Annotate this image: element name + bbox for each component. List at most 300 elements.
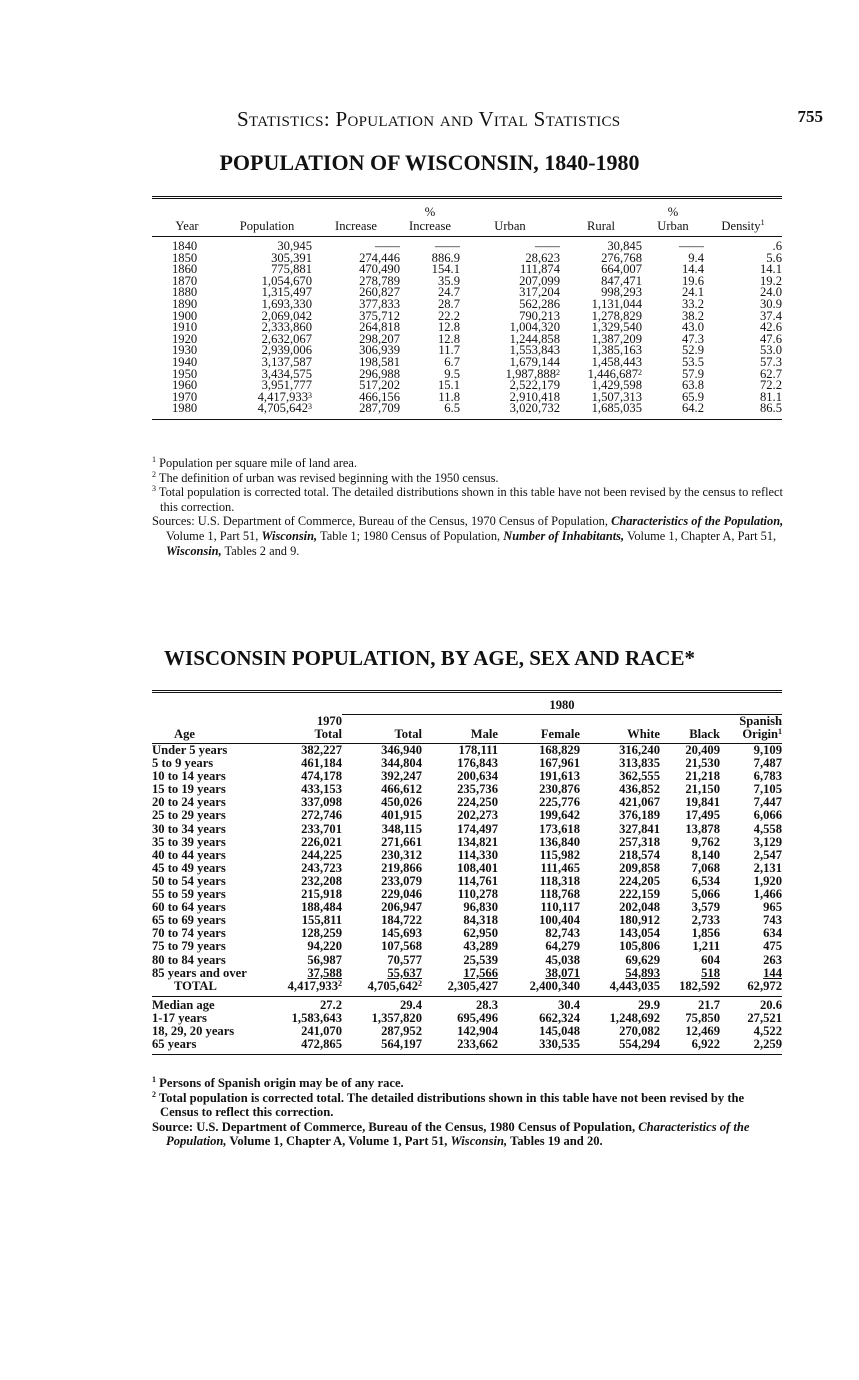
table-cell: 466,156 xyxy=(359,389,400,404)
table-cell: 1,387,209 xyxy=(591,331,642,346)
table-cell: 1,244,858 xyxy=(509,331,560,346)
table-cell: 37,588 xyxy=(307,965,342,980)
table-cell: 775,881 xyxy=(271,262,312,277)
table-cell: 128,259 xyxy=(301,926,342,941)
table-cell: 2,522,179 xyxy=(509,378,560,393)
table-cell: 4,705,642$^2$ xyxy=(342,980,422,997)
population-table xyxy=(152,196,782,420)
table-cell: 7,447 xyxy=(753,795,782,810)
table-cell: 2,547 xyxy=(753,847,782,862)
table-cell: 202,273 xyxy=(457,808,498,823)
table-cell: 241,070 xyxy=(301,1023,342,1038)
table-cell: 12.8 xyxy=(437,331,460,346)
table-cell: 317,204 xyxy=(519,285,560,300)
table-cell: 472,865 xyxy=(270,1038,342,1055)
table-cell: 1,446,687$^2$ xyxy=(587,366,642,381)
table-cell: 21,218 xyxy=(685,769,720,784)
table-cell: 562,286 xyxy=(519,296,560,311)
table-cell: 1,466 xyxy=(753,887,782,902)
table-cell: 60 to 64 years xyxy=(152,900,226,915)
table-cell: 1890 xyxy=(172,296,198,311)
table-cell: 50 to 54 years xyxy=(152,873,226,888)
table-cell: 274,446 xyxy=(359,250,400,265)
table-cell: 6,066 xyxy=(753,808,782,823)
header-spanish-origin: Origin$^1$ xyxy=(720,728,782,744)
table-cell: 10 to 14 years xyxy=(152,769,226,784)
population-table-notes xyxy=(152,456,784,558)
header-total: Total xyxy=(342,728,422,744)
table-cell: 2,259 xyxy=(720,1038,782,1055)
table-cell: 57.9 xyxy=(681,366,704,381)
table-cell: 2,733 xyxy=(691,913,720,928)
table-cell: 174,497 xyxy=(457,821,498,836)
table-cell: 85 years and over xyxy=(152,965,247,980)
table-cell: 436,852 xyxy=(619,782,660,797)
table-cell: 305,391 xyxy=(271,250,312,265)
table-cell: 206,947 xyxy=(381,900,422,915)
table-cell: 233,079 xyxy=(381,873,422,888)
table-cell: 2,400,340 xyxy=(498,980,580,997)
header-age: Age xyxy=(152,728,270,744)
table-cell: 27.2 xyxy=(319,997,342,1012)
table-cell: 180,912 xyxy=(619,913,660,928)
table-cell: 2,333,860 xyxy=(261,320,312,335)
table-cell: 100,404 xyxy=(539,913,580,928)
source-note: Source: U.S. Department of Commerce, Bureau of the Census, 1980 Census of Population, Characteristics of the Population, Volume 1, Chapter A, Volume 1, Part 51, Wisconsin, Tables 19 and 20. xyxy=(152,1119,750,1149)
table-cell: 65 to 69 years xyxy=(152,913,226,928)
table-cell: 344,804 xyxy=(381,756,422,771)
table-cell: 235,736 xyxy=(457,782,498,797)
table-cell: 375,712 xyxy=(359,308,400,323)
table-cell: 382,227 xyxy=(301,743,342,757)
table-cell: Under 5 years xyxy=(152,743,228,757)
table-cell: 6.7 xyxy=(444,354,460,369)
table-cell: 965 xyxy=(763,900,782,915)
table-cell: 209,858 xyxy=(619,860,660,875)
table-cell: 4,522 xyxy=(753,1023,782,1038)
table-cell: 1,429,598 xyxy=(591,378,642,393)
table-cell: 38.2 xyxy=(681,308,704,323)
table-cell: 401,915 xyxy=(381,808,422,823)
table-cell: 110,278 xyxy=(457,887,498,902)
table-cell: 1970 xyxy=(172,389,198,404)
table-cell: 15.1 xyxy=(437,378,460,393)
table-cell: 154.1 xyxy=(431,262,460,277)
table-cell: 1,385,163 xyxy=(591,343,642,358)
table-cell: 22.2 xyxy=(437,308,460,323)
table-cell: 40 to 44 years xyxy=(152,847,226,862)
table-cell: —— xyxy=(434,239,460,253)
table-cell: 47.6 xyxy=(759,331,782,346)
table-cell: 5 to 9 years xyxy=(152,756,214,771)
table-cell: 136,840 xyxy=(539,834,580,849)
table-cell: 82,743 xyxy=(545,926,580,941)
table-cell: 96,830 xyxy=(463,900,498,915)
table-cell: 53.5 xyxy=(681,354,704,369)
table-cell: 287,709 xyxy=(312,403,400,419)
table-cell: 118,318 xyxy=(539,873,580,888)
table-cell: 1870 xyxy=(172,273,198,288)
table-cell: 182,592 xyxy=(660,980,720,997)
table-cell: 392,247 xyxy=(381,769,422,784)
table-cell: 278,789 xyxy=(359,273,400,288)
table-cell: 202,048 xyxy=(619,900,660,915)
table-cell: 43,289 xyxy=(463,939,498,954)
table-cell: 474,178 xyxy=(301,769,342,784)
table-cell: 226,021 xyxy=(301,834,342,849)
table-cell: 1860 xyxy=(172,262,198,277)
table-cell: 184,722 xyxy=(381,913,422,928)
table-cell: 24.1 xyxy=(681,285,704,300)
table-cell: 1,315,497 xyxy=(261,285,312,300)
table-cell: 28,623 xyxy=(525,250,560,265)
header-rural: Rural xyxy=(560,219,642,237)
table-cell: 327,841 xyxy=(619,821,660,836)
table-cell: 75 to 79 years xyxy=(152,939,226,954)
table-cell: 1,248,692 xyxy=(609,1010,660,1025)
table-cell: 69,629 xyxy=(625,952,660,967)
age-sex-race-table xyxy=(152,690,782,1055)
table-cell: 233,701 xyxy=(301,821,342,836)
table-cell: 145,048 xyxy=(539,1023,580,1038)
source-note: Sources: U.S. Department of Commerce, Bureau of the Census, 1970 Census of Population, Characteristics of the Population, Volume 1, Part 51, Wisconsin, Table 1; 1980 Census of Population, Number of Inhabitants, Volume 1, Chapter A, Part 51, Wisconsin, Tables 2 and 9. xyxy=(152,514,784,558)
table-cell: 144 xyxy=(763,965,782,980)
table-cell: 433,153 xyxy=(301,782,342,797)
table-cell: 1,679,144 xyxy=(509,354,560,369)
table-cell: 143,054 xyxy=(619,926,660,941)
table-cell: 6,922 xyxy=(660,1038,720,1055)
table-cell: 167,961 xyxy=(539,756,580,771)
footnote: $^1$ Population per square mile of land area. xyxy=(152,455,357,470)
table-cell: 3,137,587 xyxy=(261,354,312,369)
table-cell: 13,878 xyxy=(685,821,720,836)
table-cell: 225,776 xyxy=(539,795,580,810)
table-cell: 1,004,320 xyxy=(509,320,560,335)
table-cell: 11.8 xyxy=(438,389,460,404)
table-cell: 554,294 xyxy=(580,1038,660,1055)
table-cell: 2,131 xyxy=(753,860,782,875)
table-cell: 29.9 xyxy=(637,997,660,1012)
table-cell: Median age xyxy=(152,997,215,1012)
table-cell: .6 xyxy=(772,239,782,253)
table-cell: 176,843 xyxy=(457,756,498,771)
table-cell: 1940 xyxy=(172,354,198,369)
table-cell: 9,762 xyxy=(691,834,720,849)
table-cell: 743 xyxy=(763,913,782,928)
table-cell: 1,553,843 xyxy=(509,343,560,358)
footnote: $^2$ Total population is corrected total. The detailed distributions shown in this table have not been revised by the Census to reflect this correction. xyxy=(152,1089,745,1120)
table-cell: 664,007 xyxy=(601,262,642,277)
table-cell: 134,821 xyxy=(457,834,498,849)
table-cell: 20,409 xyxy=(685,743,720,757)
table-cell: 21,530 xyxy=(685,756,720,771)
table-cell: 1960 xyxy=(172,378,198,393)
table-cell: 70 to 74 years xyxy=(152,926,226,941)
table-cell: 198,581 xyxy=(359,354,400,369)
table-cell: 298,207 xyxy=(359,331,400,346)
table-cell: 20.6 xyxy=(759,997,782,1012)
table-cell: 1,278,829 xyxy=(591,308,642,323)
table-cell: 5,066 xyxy=(691,887,720,902)
table-cell: 2,939,006 xyxy=(261,343,312,358)
header-density: Density$^1$ xyxy=(704,219,782,237)
table-cell: 114,761 xyxy=(457,873,498,888)
table-cell: 271,661 xyxy=(381,834,422,849)
table-cell: 86.5 xyxy=(704,403,782,419)
table-cell: 199,642 xyxy=(539,808,580,823)
table-cell: 54,893 xyxy=(625,965,660,980)
table-cell: 30,845 xyxy=(607,239,642,253)
table-cell: 14.4 xyxy=(681,262,704,277)
table-cell: 55,637 xyxy=(387,965,422,980)
table-cell: 12.8 xyxy=(437,320,460,335)
table-cell: 29.4 xyxy=(399,997,422,1012)
page-number: 755 xyxy=(797,107,823,126)
header-population: Population xyxy=(222,219,312,237)
header-male: Male xyxy=(422,728,498,744)
table-cell: 1900 xyxy=(172,308,198,323)
table-cell: 25 to 29 years xyxy=(152,808,226,823)
table-cell: 7,105 xyxy=(753,782,782,797)
table-cell: 14.1 xyxy=(759,262,782,277)
summary-row xyxy=(152,996,782,1012)
running-head xyxy=(0,105,859,133)
table-cell: 19,841 xyxy=(685,795,720,810)
table-row xyxy=(152,744,782,758)
table-cell: 466,612 xyxy=(381,782,422,797)
table-cell: 3,129 xyxy=(753,834,782,849)
table-cell: 346,940 xyxy=(381,743,422,757)
table-cell: 219,866 xyxy=(381,860,422,875)
table-cell: 218,574 xyxy=(619,847,660,862)
table-cell: 276,768 xyxy=(601,250,642,265)
table-cell: 9,109 xyxy=(753,743,782,757)
table-cell: 377,833 xyxy=(359,296,400,311)
table-cell: 64,279 xyxy=(545,939,580,954)
table-cell: 1,211 xyxy=(692,939,720,954)
table-cell: 28.3 xyxy=(475,997,498,1012)
table-cell: 1980 xyxy=(152,403,222,419)
table-cell: —— xyxy=(678,239,704,253)
table-cell: 1,357,820 xyxy=(371,1010,422,1025)
table-cell: 263 xyxy=(763,952,782,967)
table-cell: 200,634 xyxy=(457,769,498,784)
table-cell: 111,465 xyxy=(540,860,580,875)
table-cell: 1,693,330 xyxy=(261,296,312,311)
table-cell: 4,558 xyxy=(753,821,782,836)
table-cell: 118,768 xyxy=(539,887,580,902)
table-cell: 270,082 xyxy=(619,1023,660,1038)
table-cell: 20 to 24 years xyxy=(152,795,226,810)
table-cell: 53.0 xyxy=(759,343,782,358)
table-cell: 42.6 xyxy=(759,320,782,335)
table-cell: 52.9 xyxy=(681,343,704,358)
table-cell: 362,555 xyxy=(619,769,660,784)
table-cell: 450,026 xyxy=(381,795,422,810)
table-cell: 1950 xyxy=(172,366,198,381)
table-cell: 224,205 xyxy=(619,873,660,888)
table-cell: 232,208 xyxy=(301,873,342,888)
table-cell: 470,490 xyxy=(359,262,400,277)
table-cell: 21,150 xyxy=(685,782,720,797)
table-cell: 306,939 xyxy=(359,343,400,358)
table-cell: 19.6 xyxy=(681,273,704,288)
header-urban: Urban xyxy=(460,219,560,237)
table-cell: 2,910,418 xyxy=(509,389,560,404)
table-cell: 72.2 xyxy=(759,378,782,393)
table-cell: 145,693 xyxy=(381,926,422,941)
header-pct-urban: Urban xyxy=(642,219,704,237)
table-cell: 337,098 xyxy=(301,795,342,810)
table-cell: 1840 xyxy=(172,239,198,253)
table-cell: 37.4 xyxy=(759,308,782,323)
table-cell: 30.4 xyxy=(557,997,580,1012)
table-cell: 6,783 xyxy=(753,769,782,784)
table-cell: 518 xyxy=(701,965,720,980)
table-cell: 1,054,670 xyxy=(261,273,312,288)
table-cell: 207,099 xyxy=(519,273,560,288)
table-cell: 6,534 xyxy=(691,873,720,888)
table-cell: 1-17 years xyxy=(152,1010,207,1025)
table-cell: 155,811 xyxy=(301,913,342,928)
table-cell: 8,140 xyxy=(691,847,720,862)
table-cell: 244,225 xyxy=(301,847,342,862)
table-cell: 45,038 xyxy=(545,952,580,967)
table-cell: 62,972 xyxy=(720,980,782,997)
table-cell: 224,250 xyxy=(457,795,498,810)
table-cell: 111,874 xyxy=(520,262,560,277)
footnote: $^2$ The definition of urban was revised beginning with the 1950 census. xyxy=(152,469,499,485)
table-cell: 115,982 xyxy=(539,847,580,862)
table-cell: 35.9 xyxy=(437,273,460,288)
table-cell: 4,443,035 xyxy=(580,980,660,997)
table-cell: 1880 xyxy=(172,285,198,300)
table-cell: 178,111 xyxy=(458,743,498,757)
table-cell: 2,305,427 xyxy=(422,980,498,997)
table-cell: 215,918 xyxy=(301,887,342,902)
footnote: $^1$ Persons of Spanish origin may be of any race. xyxy=(152,1075,404,1090)
table-cell: 634 xyxy=(763,926,782,941)
table-cell: 84,318 xyxy=(463,913,498,928)
table-cell: —— xyxy=(374,239,400,253)
table-cell: 17,566 xyxy=(463,965,498,980)
total-row xyxy=(152,980,782,997)
table-cell: 65.9 xyxy=(681,389,704,404)
table-cell: 45 to 49 years xyxy=(152,860,226,875)
table-cell: 30 to 34 years xyxy=(152,821,226,836)
table-cell: 243,723 xyxy=(301,860,342,875)
table-cell: 296,988 xyxy=(359,366,400,381)
table-cell: 24.7 xyxy=(437,285,460,300)
table-cell: 330,535 xyxy=(498,1038,580,1055)
table-cell: 9.4 xyxy=(688,250,704,265)
table-cell: 107,568 xyxy=(381,939,422,954)
table-cell: 222,159 xyxy=(619,887,660,902)
table-cell: 105,806 xyxy=(619,939,660,954)
table-cell: 62,950 xyxy=(463,926,498,941)
population-table-title: POPULATION OF WISCONSIN, 1840-1980 xyxy=(219,150,640,175)
table-cell: 114,330 xyxy=(457,847,498,862)
table-cell: 4,417,933$^3$ xyxy=(257,389,312,404)
table-cell: 9.5 xyxy=(444,366,460,381)
table-cell: 15 to 19 years xyxy=(152,782,226,797)
table-cell: 191,613 xyxy=(539,769,580,784)
table-cell: 886.9 xyxy=(431,250,460,265)
table-cell: 142,904 xyxy=(457,1023,498,1038)
table-cell: 11.7 xyxy=(438,343,460,358)
table-cell: 1,685,035 xyxy=(560,403,642,419)
table-cell: 7,068 xyxy=(691,860,720,875)
table-cell: 287,952 xyxy=(381,1023,422,1038)
table-cell: 517,202 xyxy=(359,378,400,393)
table-cell: 2,632,067 xyxy=(261,331,312,346)
table-cell: 19.2 xyxy=(759,273,782,288)
table-cell: 4,705,642$^3$ xyxy=(222,403,312,419)
table-cell: TOTAL xyxy=(152,980,270,997)
header-1970-total: Total xyxy=(270,728,342,744)
table-cell: 2,069,042 xyxy=(261,308,312,323)
table-cell: 6.5 xyxy=(400,403,460,419)
table-cell: 662,324 xyxy=(539,1010,580,1025)
table-cell: 188,484 xyxy=(301,900,342,915)
header-female: Female xyxy=(498,728,580,744)
summary-row xyxy=(152,1038,782,1055)
header-pct-increase-top: % xyxy=(424,205,436,219)
table-cell: 1,329,540 xyxy=(591,320,642,335)
table-cell: 461,184 xyxy=(301,756,342,771)
table-cell: 1,458,443 xyxy=(591,354,642,369)
table-cell: 57.3 xyxy=(759,354,782,369)
table-cell: 18, 29, 20 years xyxy=(152,1023,235,1038)
table-cell: 695,496 xyxy=(457,1010,498,1025)
table-cell: 257,318 xyxy=(619,834,660,849)
table-cell: 5.6 xyxy=(766,250,782,265)
table-cell: 260,827 xyxy=(359,285,400,300)
table-row xyxy=(152,403,782,419)
table-cell: 229,046 xyxy=(381,887,422,902)
table-cell: 30,945 xyxy=(277,239,312,253)
table-cell: 27,521 xyxy=(747,1010,782,1025)
table-cell: 173,618 xyxy=(539,821,580,836)
table-cell: 1,583,643 xyxy=(291,1010,342,1025)
table-cell: 1,920 xyxy=(753,873,782,888)
table-cell: 7,487 xyxy=(753,756,782,771)
header-year-1980: 1980 xyxy=(342,699,782,715)
table-cell: 998,293 xyxy=(601,285,642,300)
table-cell: 47.3 xyxy=(681,331,704,346)
table-cell: 80 to 84 years xyxy=(152,952,226,967)
table-cell: 1850 xyxy=(172,250,198,265)
table-cell: 1,987,888$^2$ xyxy=(505,366,560,381)
table-cell: 564,197 xyxy=(342,1038,422,1055)
table-cell: 168,829 xyxy=(539,743,580,757)
table-cell: 65 years xyxy=(152,1038,270,1055)
table-cell: —— xyxy=(534,239,560,253)
table-cell: 1,856 xyxy=(691,926,720,941)
table-cell: 604 xyxy=(701,952,720,967)
table-cell: 230,876 xyxy=(539,782,580,797)
table-cell: 421,067 xyxy=(619,795,660,810)
table-cell: 64.2 xyxy=(642,403,704,419)
age-table-title: WISCONSIN POPULATION, BY AGE, SEX AND RACE* xyxy=(164,646,695,670)
table-cell: 230,312 xyxy=(381,847,422,862)
table-cell: 35 to 39 years xyxy=(152,834,226,849)
table-cell: 38,071 xyxy=(545,965,580,980)
table-cell: 4,417,933$^2$ xyxy=(270,980,342,997)
table-cell: 1,507,313 xyxy=(591,389,642,404)
table-cell: 110,117 xyxy=(540,900,580,915)
table-cell: 1,131,044 xyxy=(591,296,642,311)
